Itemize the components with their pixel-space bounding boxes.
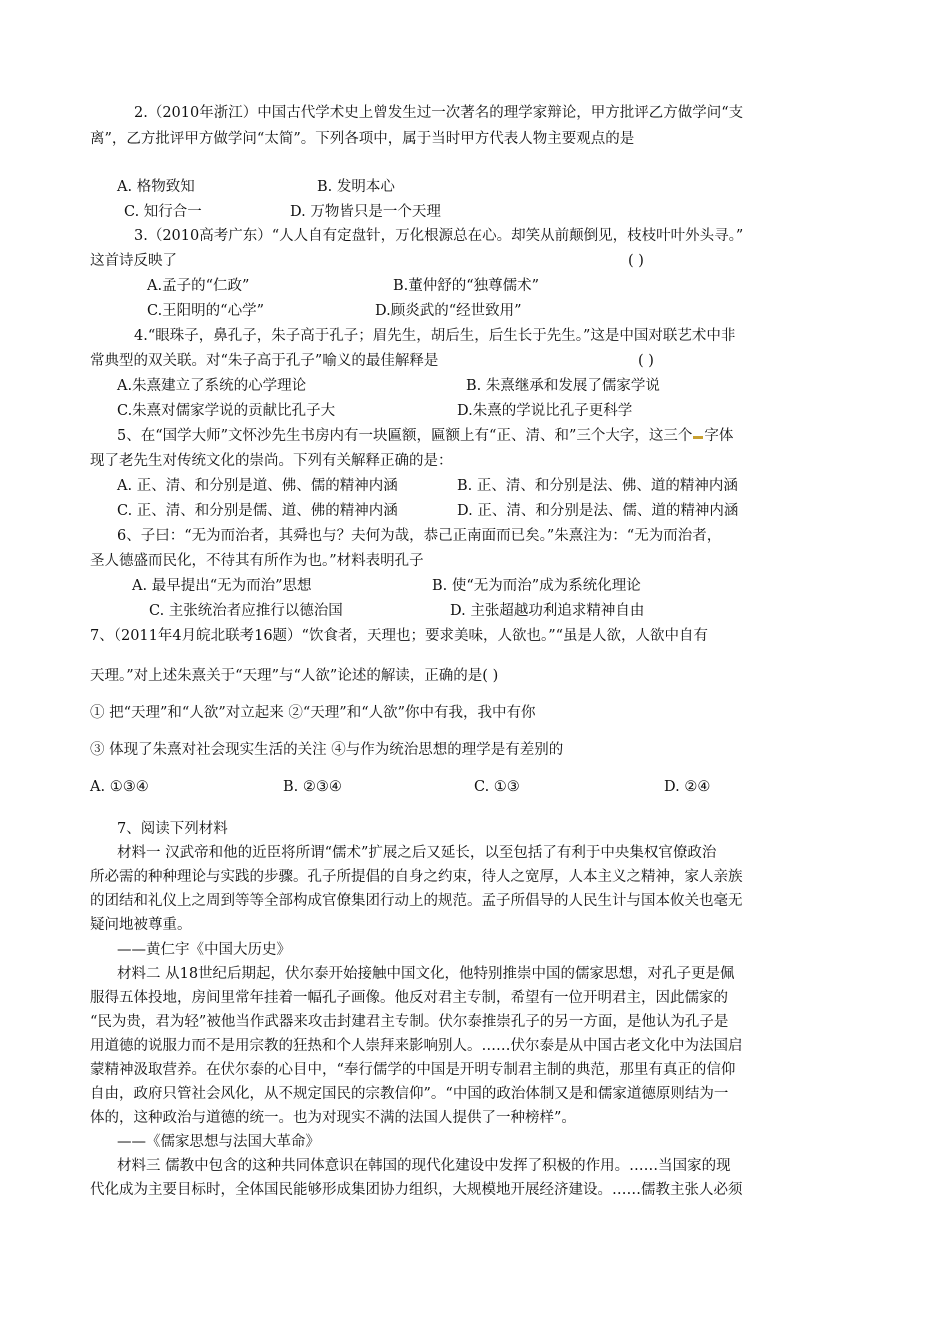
material1-source: ——黄仁宇《中国大历史》 — [117, 942, 291, 958]
q5-stem-line1-text: 5、在“国学大师”文怀沙先生书房内有一块匾额，匾额上有“正、清、和”三个大字，这三个 — [117, 428, 693, 444]
material1-line: 材料一 汉武帝和他的近臣将所谓“儒术”扩展之后又延长，以至包括了有利于中央集权官僚政治 — [117, 845, 717, 861]
q2-stem-line1: 2.（2010年浙江）中国古代学术史上曾发生过一次著名的理学家辩论，甲方批评乙方做学问“支 — [134, 105, 744, 121]
q4-option-b: B. 朱熹继承和发展了儒家学说 — [466, 378, 660, 394]
q5-option-a: A. 正、清、和分别是道、佛、儒的精神内涵 — [117, 478, 398, 494]
q7-statement-1: ① 把“天理”和“人欲”对立起来 ②“天理”和“人欲”你中有我，我中有你 — [90, 705, 536, 721]
highlight-mark — [693, 436, 703, 439]
q5-stem-line2: 现了老先生对传统文化的崇尚。下列有关解释正确的是： — [90, 453, 453, 469]
q3-option-b: B.董仲舒的“独尊儒术” — [393, 278, 540, 294]
q6-option-c: C. 主张统治者应推行以德治国 — [149, 603, 343, 619]
q4-answer-paren: ( ) — [638, 353, 654, 369]
q7-option-a: A. ①③④ — [90, 779, 149, 795]
q3-stem-line2: 这首诗反映了 — [90, 253, 177, 269]
q4-option-d: D.朱熹的学说比孔子更科学 — [457, 403, 633, 419]
q2-option-d: D. 万物皆只是一个天理 — [290, 204, 441, 220]
q4-option-a: A.朱熹建立了系统的心学理论 — [117, 378, 307, 394]
reading-heading: 7、阅读下列材料 — [117, 821, 228, 837]
q6-option-b: B. 使“无为而治”成为系统化理论 — [432, 578, 641, 594]
q3-option-d: D.顾炎武的“经世致用” — [375, 303, 522, 319]
material3-line: 代化成为主要目标时，全体国民能够形成集团协力组织，大规模地开展经济建设。……儒教主张人必须 — [90, 1182, 743, 1198]
q3-stem-line1: 3.（2010高考广东）“人人自有定盘针，万化根源总在心。却笑从前颠倒见，枝枝叶叶外头寻。” — [134, 228, 744, 244]
q6-option-d: D. 主张超越功利追求精神自由 — [450, 603, 645, 619]
q5-option-d: D. 正、清、和分别是法、儒、道的精神内涵 — [457, 503, 739, 519]
q7-stem-line1: 7、（2011年4月皖北联考16题）“饮食者，天理也；要求美味，人欲也。”“虽是人欲，人欲中自有 — [90, 628, 709, 644]
q6-stem-line1: 6、子曰：“无为而治者，其舜也与？夫何为哉，恭己正南面而已矣。”朱熹注为：“无为而治者， — [117, 528, 722, 544]
q7-stem-line2: 天理。”对上述朱熹关于“天理”与“人欲”论述的解读，正确的是( ) — [90, 668, 499, 684]
q3-option-c: C.王阳明的“心学” — [147, 303, 265, 319]
q2-stem-line2: 离”，乙方批评甲方做学问“太简”。下列各项中，属于当时甲方代表人物主要观点的是 — [90, 131, 635, 147]
q2-option-c: C. 知行合一 — [124, 204, 202, 220]
material2-line: “民为贵，君为轻”被他当作武器来攻击封建君主专制。伏尔泰推崇孔子的另一方面，是他认为孔子是 — [90, 1014, 729, 1030]
q7-option-d: D. ②④ — [664, 779, 711, 795]
q2-option-b: B. 发明本心 — [317, 179, 395, 195]
material1-line: 所必需的种种理论与实践的步骤。孔子所提倡的自身之约束，待人之宽厚，人本主义之精神，家人亲族 — [90, 869, 743, 885]
material2-line: 自由，政府只管社会风化，从不规定国民的宗教信仰”。“中国的政治体制又是和儒家道德原则结为一 — [90, 1086, 729, 1102]
q6-stem-line2: 圣人德盛而民化，不待其有所作为也。”材料表明孔子 — [90, 553, 424, 569]
q7-option-c: C. ①③ — [474, 779, 520, 795]
q4-stem-line2: 常典型的双关联。对“朱子高于孔子”喻义的最佳解释是 — [90, 353, 439, 369]
material2-line: 服得五体投地，房间里常年挂着一幅孔子画像。他反对君主专制，希望有一位开明君主，因此儒家的 — [90, 990, 728, 1006]
q5-stem-line1-tail: 字体 — [704, 428, 734, 444]
q3-option-a: A.孟子的“仁政” — [147, 278, 250, 294]
material2-line: 用道德的说服力而不是用宗教的狂热和个人崇拜来影响别人。……伏尔泰是从中国古老文化中为法国启 — [90, 1038, 743, 1054]
q3-answer-paren: ( ) — [628, 253, 644, 269]
q2-option-a: A. 格物致知 — [117, 179, 195, 195]
material1-line: 的团结和礼仪上之周到等等全部构成官僚集团行动上的规范。孟子所倡导的人民生计与国本攸关也毫无 — [90, 893, 743, 909]
material2-line: 蒙精神汲取营养。在伏尔泰的心目中，“奉行儒学的中国是开明专制君主制的典范，那里有真正的信仰 — [90, 1062, 736, 1078]
q5-option-c: C. 正、清、和分别是儒、道、佛的精神内涵 — [117, 503, 398, 519]
q5-stem-line1 — [117, 426, 733, 446]
material1-line: 疑问地被尊重。 — [90, 917, 192, 933]
q4-option-c: C.朱熹对儒家学说的贡献比孔子大 — [117, 403, 336, 419]
q6-option-a: A. 最早提出“无为而治”思想 — [132, 578, 312, 594]
material3-line: 材料三 儒教中包含的这种共同体意识在韩国的现代化建设中发挥了积极的作用。……当国家的现 — [117, 1158, 731, 1174]
q7-option-b: B. ②③④ — [283, 779, 342, 795]
q4-stem-line1: 4.“眼珠子，鼻孔子，朱子高于孔子；眉先生，胡后生，后生长于先生。”这是中国对联艺术中非 — [134, 328, 736, 344]
material2-source: ——《儒家思想与法国大革命》 — [117, 1134, 320, 1150]
material2-line: 材料二 从18世纪后期起，伏尔泰开始接触中国文化，他特别推崇中国的儒家思想，对孔子更是佩 — [117, 966, 735, 982]
material2-line: 体的，这种政治与道德的统一。也为对现实不满的法国人提供了一种榜样”。 — [90, 1110, 576, 1126]
q5-option-b: B. 正、清、和分别是法、佛、道的精神内涵 — [457, 478, 738, 494]
q7-statement-2: ③ 体现了朱熹对社会现实生活的关注 ④与作为统治思想的理学是有差别的 — [90, 742, 564, 758]
